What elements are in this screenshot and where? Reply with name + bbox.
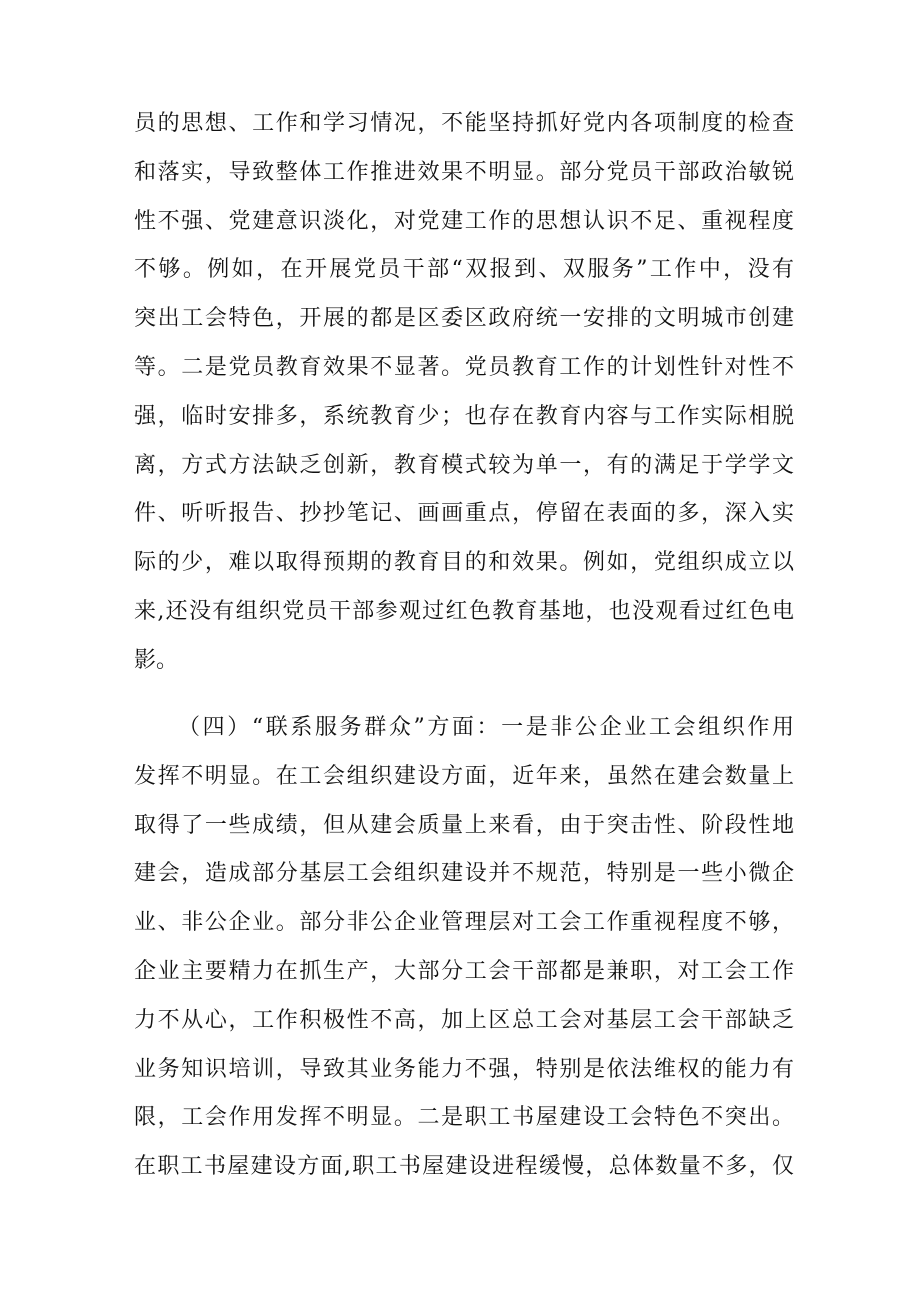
- text-line: （四）“联系服务群众”方面：一是非公企业工会组织作用: [178, 715, 794, 740]
- text-line: 在职工书屋建设方面,职工书屋建设进程缓慢，总体数量不多，仅: [134, 1154, 794, 1180]
- text-line: 建会，造成部分基层工会组织建设并不规范，特别是一些小微企: [134, 861, 794, 887]
- text-line: 离，方式方法缺乏创新，教育模式较为单一，有的满足于学学文: [134, 452, 794, 478]
- text-line: 际的少，难以取得预期的教育目的和效果。例如，党组织成立以: [134, 550, 794, 576]
- text-line: 发挥不明显。在工会组织建设方面，近年来，虽然在建会数量上: [134, 763, 794, 789]
- text-line: 取得了一些成绩，但从建会质量上来看，由于突击性、阶段性地: [134, 812, 794, 838]
- text-line: 力不从心，工作积极性不高，加上区总工会对基层工会干部缺乏: [134, 1007, 794, 1033]
- text-line: 件、听听报告、抄抄笔记、画画重点，停留在表面的多，深入实: [134, 501, 794, 527]
- text-line: 员的思想、工作和学习情况，不能坚持抓好党内各项制度的检查: [134, 111, 794, 136]
- text-line: 业、非公企业。部分非公企业管理层对工会工作重视程度不够，: [134, 910, 794, 936]
- text-line: 和落实，导致整体工作推进效果不明显。部分党员干部政治敏锐: [134, 159, 794, 185]
- text-line: 突出工会特色，开展的都是区委区政府统一安排的文明城市创建: [134, 306, 794, 332]
- text-line: 限，工会作用发挥不明显。二是职工书屋建设工会特色不突出。: [134, 1105, 794, 1131]
- text-line: 来,还没有组织党员干部参观过红色教育基地，也没观看过红色电: [134, 598, 794, 624]
- paragraph-party-education: [134, 100, 794, 686]
- text-line: 等。二是党员教育效果不显著。党员教育工作的计划性针对性不: [134, 354, 794, 380]
- text-line: 企业主要精力在抓生产，大部分工会干部都是兼职，对工会工作: [134, 958, 794, 984]
- text-line: 业务知识培训，导致其业务能力不强，特别是依法维权的能力有: [134, 1056, 794, 1082]
- text-line: 性不强、党建意识淡化，对党建工作的思想认识不足、重视程度: [134, 208, 794, 234]
- text-line: 不够。例如，在开展党员干部“双报到、双服务”工作中，没有: [134, 257, 794, 283]
- text-line: 强，临时安排多，系统教育少；也存在教育内容与工作实际相脱: [134, 403, 794, 429]
- paragraph-serving-masses: [134, 704, 794, 1192]
- text-line: 影。: [134, 647, 179, 673]
